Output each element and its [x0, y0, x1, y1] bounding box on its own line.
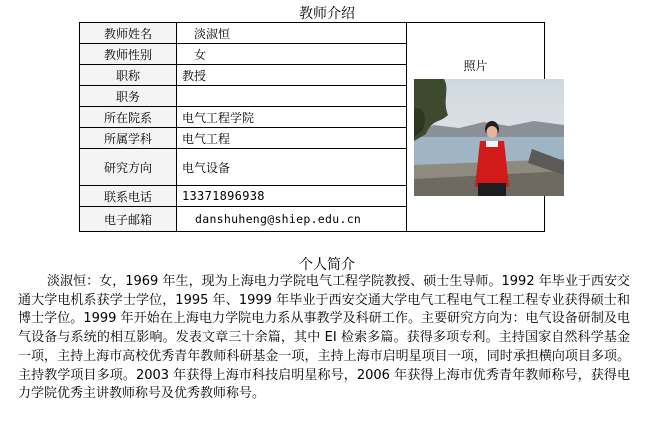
label-research: 研究方向 — [80, 149, 177, 186]
value-position — [177, 86, 407, 107]
profile-table — [79, 22, 545, 232]
label-position: 职务 — [80, 86, 177, 107]
label-department: 所在院系 — [80, 107, 177, 128]
value-discipline: 电气工程 — [177, 128, 407, 149]
bio-heading: 个人简介 — [299, 257, 355, 273]
label-phone: 联系电话 — [80, 186, 177, 207]
photo-cell — [407, 23, 545, 232]
label-gender: 教师性别 — [80, 44, 177, 65]
label-discipline: 所属学科 — [80, 128, 177, 149]
label-title: 职称 — [80, 65, 177, 86]
value-name: 淡淑恒 — [177, 23, 407, 44]
value-phone: 13371896938 — [177, 186, 407, 207]
value-gender: 女 — [177, 44, 407, 65]
page-title: 教师介绍 — [299, 6, 355, 22]
label-email: 电子邮箱 — [80, 207, 177, 232]
value-email[interactable]: danshuheng@shiep.edu.cn — [177, 207, 407, 232]
photo-label: 照片 — [463, 59, 488, 73]
value-department: 电气工程学院 — [177, 107, 407, 128]
value-title: 教授 — [177, 65, 407, 86]
bio-text: 淡淑恒：女，1969 年生，现为上海电力学院电气工程学院教授、硕士生导师。1992 年毕业于西安交通大学电机系获学士学位，1995 年、1999 年毕业于西安交通大学电气工程电气工程工程专业获得硕士和博士学位。1999 年开始在上海电力学院电力系从事教学及科研工作。主要研究方向为：电气设备研制及电气设备与系统的相互影响。发表文章三十余篇，其中 EI 检索多篇。获得多项专利。主持国家自然科学基金一项，主持上海市高校优秀青年教师科研基金一项，主持上海市启明星项目一项，同时承担横向项目多项。主持教学项目多项。2003 年获得上海市科技启明星称号，2006 年获得上海市优秀青年教师称号，获得电力学院优秀主讲教师称号及优秀教师称号。 — [18, 274, 630, 402]
value-research: 电气设备 — [177, 149, 407, 186]
teacher-photo — [414, 79, 564, 196]
label-name: 教师姓名 — [80, 23, 177, 44]
